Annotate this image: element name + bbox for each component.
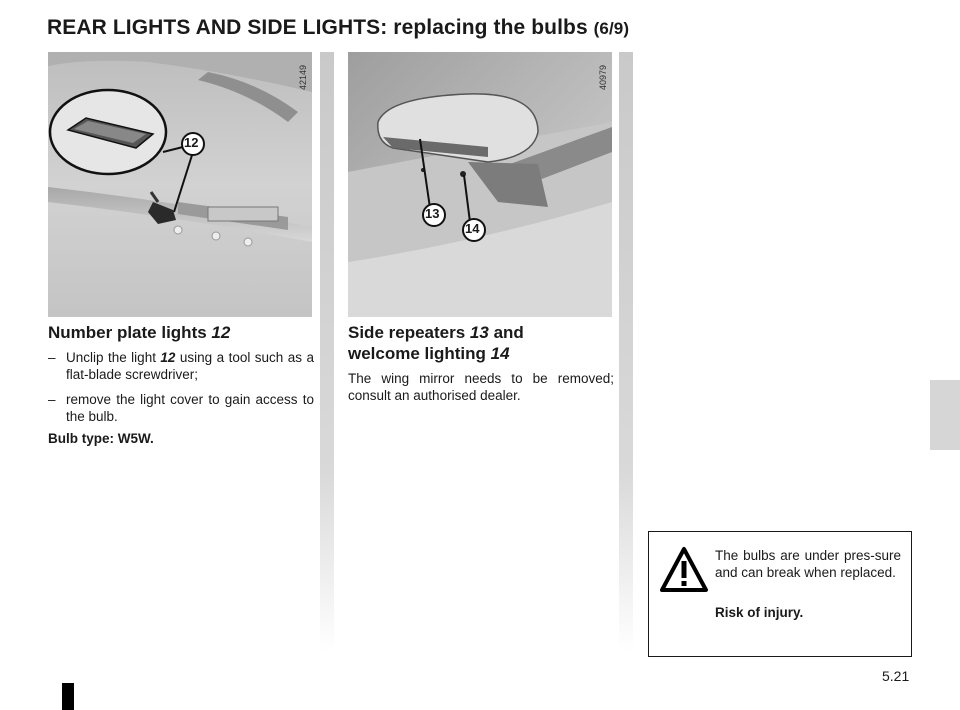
side-repeaters-heading: Side repeaters 13 and welcome lighting 14 <box>348 323 524 363</box>
warning-box <box>648 531 912 657</box>
list-item: – Unclip the light 12 using a tool such as a flat-blade screwdriver; <box>48 350 314 382</box>
wing-mirror-illustration <box>348 52 612 317</box>
page-title <box>47 16 629 40</box>
warning-text: The bulbs are under pres-sure and can break when replaced. <box>715 548 901 580</box>
page-title-part: (6/9) <box>593 19 630 38</box>
list-item: – remove the light cover to gain access to the bulb. <box>48 392 314 424</box>
heading-ref: 12 <box>211 323 231 342</box>
number-plate-steps <box>48 349 314 433</box>
figure-reference-code: 42149 <box>298 64 308 90</box>
figure-reference-code: 40979 <box>598 64 608 90</box>
chapter-thumb-tab <box>930 380 960 450</box>
number-plate-light-drawing <box>48 52 312 317</box>
callout-number: 14 <box>465 221 480 236</box>
number-plate-light-illustration <box>48 52 312 317</box>
page-number: 5.21 <box>882 668 910 684</box>
heading-text: Number plate lights <box>48 323 207 342</box>
column-divider <box>320 52 334 652</box>
warning-triangle-icon <box>659 546 709 594</box>
warning-risk: Risk of injury. <box>715 605 804 620</box>
callout-number: 12 <box>184 135 199 150</box>
corner-mark <box>62 683 74 710</box>
column-divider <box>619 52 633 652</box>
page-title-main: REAR LIGHTS AND SIDE LIGHTS: replacing the bulbs <box>47 16 588 39</box>
mirror-removal-note: The wing mirror needs to be removed; consult an authorised dealer. <box>348 371 614 403</box>
bulb-type: Bulb type: W5W. <box>48 431 154 446</box>
wing-mirror-drawing <box>348 52 612 317</box>
callout-number: 13 <box>425 206 440 221</box>
number-plate-heading <box>48 322 318 343</box>
